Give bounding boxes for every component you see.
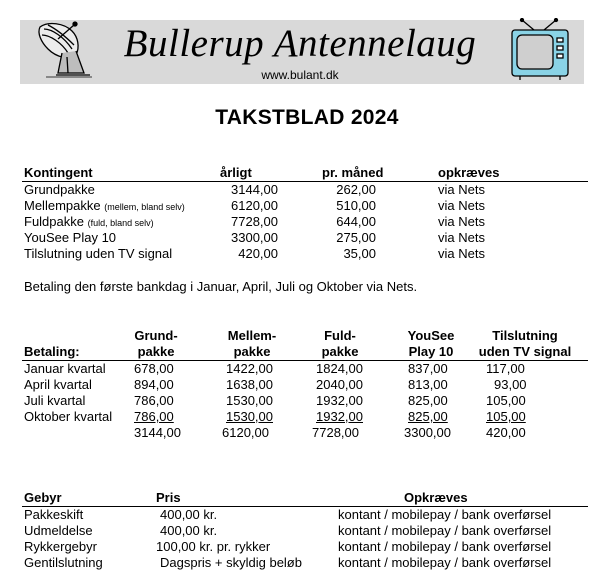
amount-cell: 105,00 [486,393,526,408]
row-header-betaling: Betaling: [24,344,80,359]
package-name: Fuldpakke (fuld, bland selv) [24,214,154,229]
amount-cell: 1824,00 [316,361,363,376]
fee-price: 100,00 kr. pr. rykker [156,539,271,554]
package-name: Tilslutning uden TV signal [24,246,173,261]
fee-name: Rykkergebyr [24,539,97,554]
amount-cell: 1530,00 [226,409,273,424]
yearly-header: årligt [220,165,252,180]
collection-value: via Nets [438,214,485,229]
amount-cell: 837,00 [408,361,448,376]
amount-cell: 825,00 [408,409,448,424]
amount-cell: 93,00 [494,377,527,392]
total-cell: 7728,00 [312,425,359,440]
amount-cell: 678,00 [134,361,174,376]
package-name: Grundpakke [24,182,95,197]
amount-cell: 894,00 [134,377,174,392]
fee-name: Udmeldelse [24,523,93,538]
column-header-mellempakke: Mellem- [227,328,277,343]
column-header-yousee: YouSee [407,328,455,343]
monthly-value: 262,00 [336,182,376,197]
column-header-grundpakke: pakke [137,344,175,359]
price-header: Pris [156,490,181,505]
amount-cell: 786,00 [134,409,174,424]
column-header-tilslutning: uden TV signal [478,344,572,359]
collection-value: via Nets [438,198,485,213]
yearly-value: 3144,00 [231,182,278,197]
fee-price: Dagspris + skyldig beløb [160,555,302,570]
monthly-value: 644,00 [336,214,376,229]
amount-cell: 2040,00 [316,377,363,392]
amount-cell: 1638,00 [226,377,273,392]
yearly-value: 7728,00 [231,214,278,229]
total-cell: 420,00 [486,425,526,440]
quarter-label: Januar kvartal [24,361,106,376]
amount-cell: 1530,00 [226,393,273,408]
monthly-value: 275,00 [336,230,376,245]
total-cell: 3144,00 [134,425,181,440]
column-header-fuldpakke: Fuld- [324,328,356,343]
payment-note: Betaling den første bankdag i Januar, April, Juli og Oktober via Nets. [24,279,418,294]
amount-cell: 105,00 [486,409,526,424]
amount-cell: 813,00 [408,377,448,392]
kontingent-header: Kontingent [24,165,93,180]
package-note: (fuld, bland selv) [87,218,154,228]
column-header-grundpakke: Grund- [134,328,178,343]
yearly-value: 6120,00 [231,198,278,213]
organization-name: Bullerup Antennelaug [123,22,477,65]
collection-value: via Nets [438,182,485,197]
yearly-value: 420,00 [238,246,278,261]
package-name: Mellempakke (mellem, bland selv) [24,198,185,213]
amount-cell: 825,00 [408,393,448,408]
amount-cell: 786,00 [134,393,174,408]
amount-cell: 1422,00 [226,361,273,376]
amount-cell: 117,00 [486,361,525,376]
package-name: YouSee Play 10 [24,230,117,245]
quarter-label: Juli kvartal [24,393,86,408]
package-note: (mellem, bland selv) [104,202,185,212]
total-cell: 6120,00 [222,425,269,440]
yearly-value: 3300,00 [231,230,278,245]
total-cell: 3300,00 [404,425,451,440]
monthly-header: pr. måned [322,165,384,180]
document-title: TAKSTBLAD 2024 [215,106,399,129]
fee-price: 400,00 kr. [160,507,218,522]
column-header-fuldpakke: pakke [321,344,359,359]
collection-header: opkræves [438,165,500,180]
amount-cell: 1932,00 [316,409,363,424]
quarter-label: Oktober kvartal [24,409,113,424]
collection-value: via Nets [438,230,485,245]
website-url[interactable]: www.bulant.dk [261,68,339,82]
fee-price: 400,00 kr. [160,523,218,538]
fee-collection-header: Opkræves [404,490,468,505]
fee-collection: kontant / mobilepay / bank overførsel [338,555,552,570]
column-header-mellempakke: pakke [233,344,271,359]
fee-collection: kontant / mobilepay / bank overførsel [338,539,552,554]
monthly-value: 510,00 [336,198,376,213]
monthly-value: 35,00 [343,246,376,261]
fee-header: Gebyr [24,490,62,505]
fee-collection: kontant / mobilepay / bank overførsel [338,523,552,538]
amount-cell: 1932,00 [316,393,363,408]
quarter-label: April kvartal [24,377,92,392]
column-header-tilslutning: Tilslutning [492,328,558,343]
fee-name: Pakkeskift [24,507,84,522]
fee-name: Gentilslutning [24,555,103,570]
fee-collection: kontant / mobilepay / bank overførsel [338,507,552,522]
collection-value: via Nets [438,246,485,261]
column-header-yousee: Play 10 [408,344,454,359]
